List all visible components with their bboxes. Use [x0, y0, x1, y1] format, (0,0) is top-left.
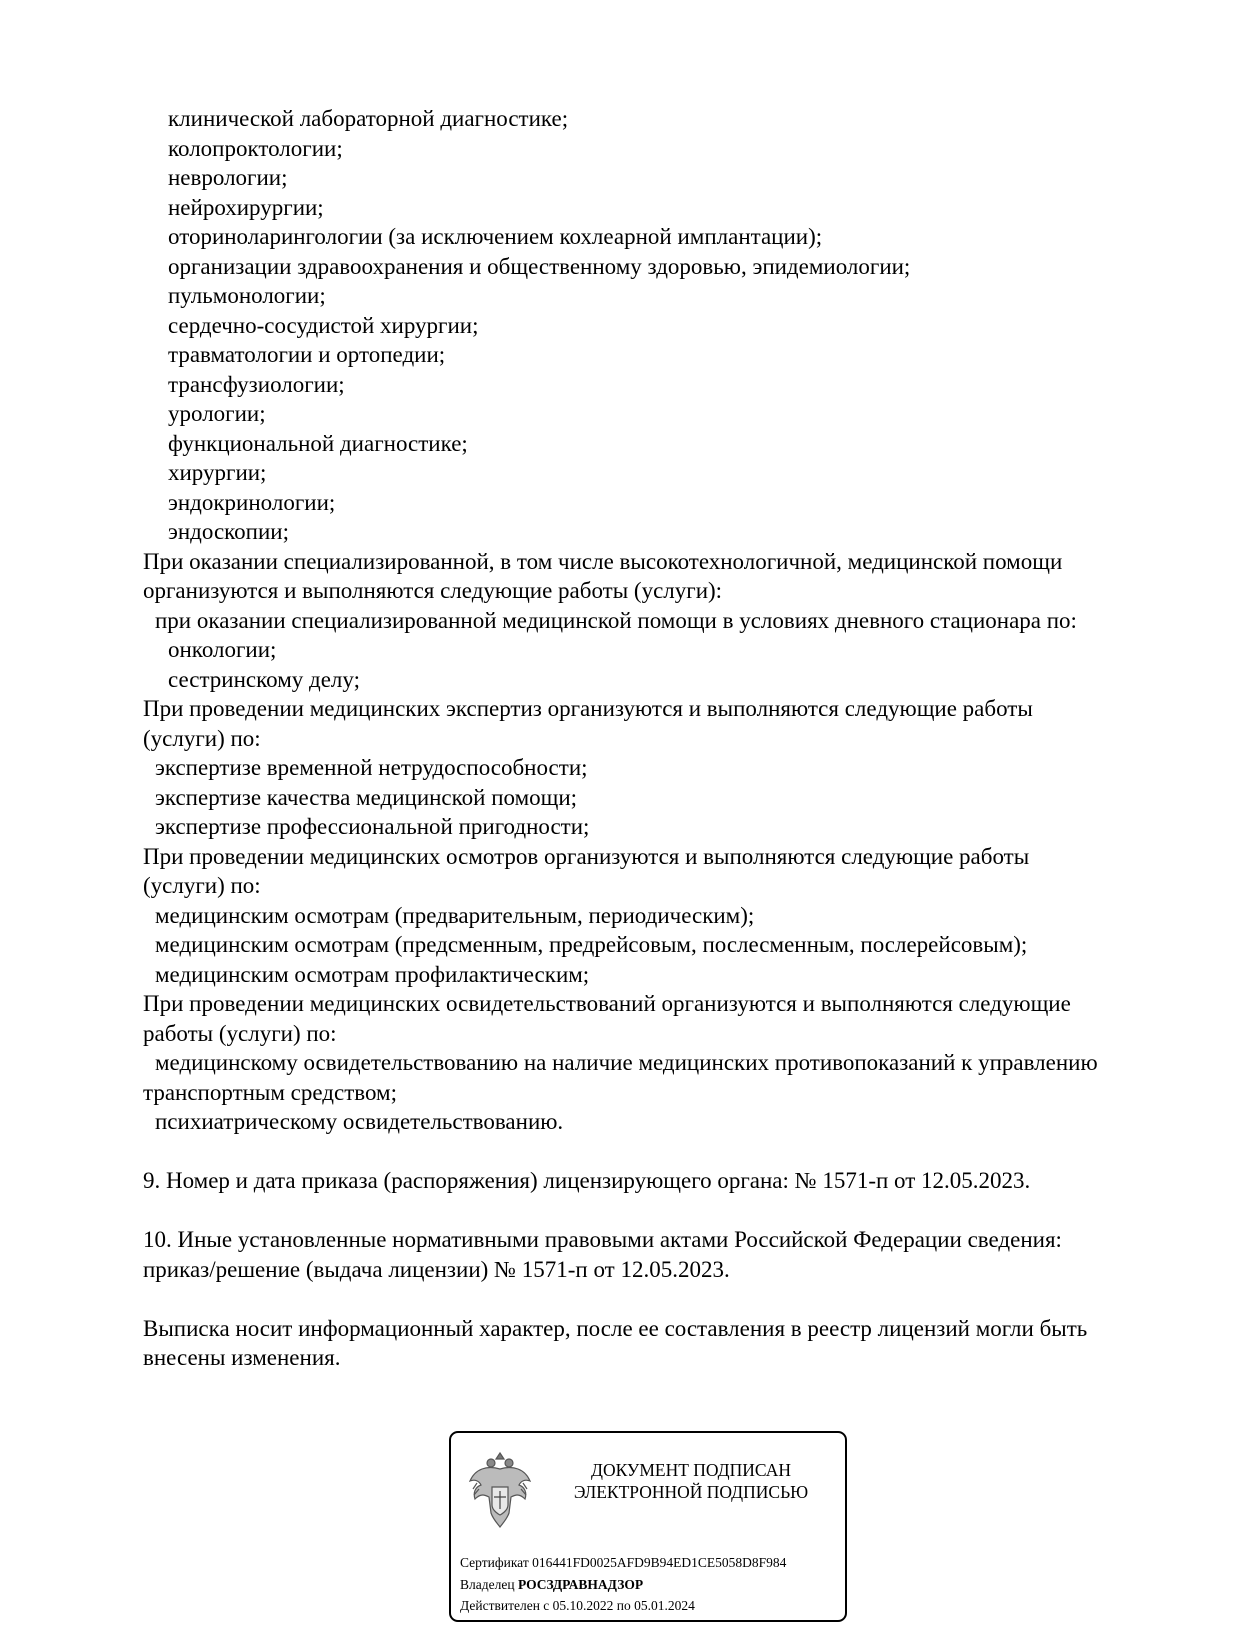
section-heading: (услуги) по:: [143, 725, 261, 751]
list-item: онкологии;: [168, 637, 277, 662]
certificate-label: Сертификат: [460, 1555, 529, 1570]
section-heading: При проведении медицинских освидетельствований организуются и выполняются следующие: [143, 991, 1071, 1016]
document-body: [143, 104, 1143, 1373]
list-item: эндоскопии;: [168, 519, 289, 544]
checkups-section: [143, 842, 1143, 990]
stamp-title-line: ЭЛЕКТРОННОЙ ПОДПИСЬЮ: [573, 1482, 809, 1502]
certificate-line: [460, 1552, 786, 1574]
electronic-signature-stamp: [449, 1431, 847, 1622]
list-item: медицинским осмотрам профилактическим;: [155, 961, 590, 987]
list-item: сестринскому делу;: [168, 666, 360, 692]
list-item: сердечно-сосудистой хирургии;: [168, 312, 479, 338]
stamp-title: [546, 1459, 836, 1503]
list-item: психиатрическому освидетельствованию.: [155, 1109, 564, 1134]
section-heading: работы (услуги) по:: [143, 1020, 337, 1046]
list-item: урологии;: [168, 401, 266, 426]
section-heading: организуются и выполняются следующие работы (услуги):: [143, 578, 723, 603]
section-heading: (услуги) по:: [143, 873, 261, 898]
specialty-list: [143, 104, 1143, 547]
specialized-care-section: [143, 547, 1143, 695]
list-item: организации здравоохранения и общественному здоровью, эпидемиологии;: [168, 253, 911, 279]
list-item: колопроктологии;: [168, 135, 343, 161]
owner-line: [460, 1574, 786, 1596]
list-item: нейрохирургии;: [168, 194, 324, 220]
examinations-section: [143, 989, 1143, 1137]
list-item: неврологии;: [168, 165, 288, 190]
list-item: медицинским осмотрам (предсменным, предрейсовым, послесменным, послерейсовым);: [155, 932, 1028, 957]
list-item: оториноларингологии (за исключением кохлеарной имплантации);: [168, 224, 823, 249]
list-item-continuation: транспортным средством;: [143, 1079, 397, 1105]
list-item: пульмонологии;: [168, 283, 326, 308]
list-item: клинической лабораторной диагностике;: [168, 106, 569, 131]
disclaimer-paragraph-continuation: внесены изменения.: [143, 1345, 341, 1370]
list-item: трансфузиологии;: [168, 371, 345, 397]
order-number-paragraph: 9. Номер и дата приказа (распоряжения) лицензирующего органа: № 1571-п от 12.05.2023.: [143, 1168, 1031, 1193]
expertise-section: [143, 694, 1143, 842]
section-heading: При проведении медицинских экспертиз организуются и выполняются следующие работы: [143, 696, 1033, 721]
list-item: медицинским осмотрам (предварительным, периодическим);: [155, 902, 755, 928]
list-item: экспертизе профессиональной пригодности;: [155, 814, 590, 839]
coat-of-arms-icon: [467, 1447, 533, 1531]
stamp-title-line: ДОКУМЕНТ ПОДПИСАН: [591, 1460, 791, 1480]
stamp-details: [460, 1552, 786, 1617]
list-item: функциональной диагностике;: [168, 430, 468, 456]
section-heading: При проведении медицинских осмотров организуются и выполняются следующие работы: [143, 843, 1030, 869]
list-item: экспертизе качества медицинской помощи;: [155, 784, 578, 810]
owner-label: Владелец: [460, 1576, 515, 1592]
owner-value: РОСЗДРАВНАДЗОР: [517, 1576, 644, 1592]
validity-line: Действителен с 05.10.2022 по 05.01.2024: [460, 1598, 695, 1613]
subsection-heading: при оказании специализированной медицинской помощи в условиях дневного стационара по:: [155, 607, 1077, 633]
other-info-paragraph-continuation: приказ/решение (выдача лицензии) № 1571-п от 12.05.2023.: [143, 1256, 730, 1282]
list-item: экспертизе временной нетрудоспособности;: [155, 755, 588, 780]
list-item: хирургии;: [168, 460, 267, 485]
section-heading: При оказании специализированной, в том числе высокотехнологичной, медицинской помощи: [143, 548, 1063, 574]
other-info-paragraph: 10. Иные установленные нормативными правовыми актами Российской Федерации сведения:: [143, 1227, 1062, 1252]
list-item: эндокринологии;: [168, 489, 336, 515]
list-item: травматологии и ортопедии;: [168, 342, 446, 367]
certificate-value: 016441FD0025AFD9B94ED1CE5058D8F984: [532, 1555, 787, 1570]
list-item: медицинскому освидетельствованию на наличие медицинских противопоказаний к управлению: [155, 1050, 1098, 1075]
disclaimer-paragraph: Выписка носит информационный характер, после ее составления в реестр лицензий могли быть: [143, 1315, 1088, 1341]
